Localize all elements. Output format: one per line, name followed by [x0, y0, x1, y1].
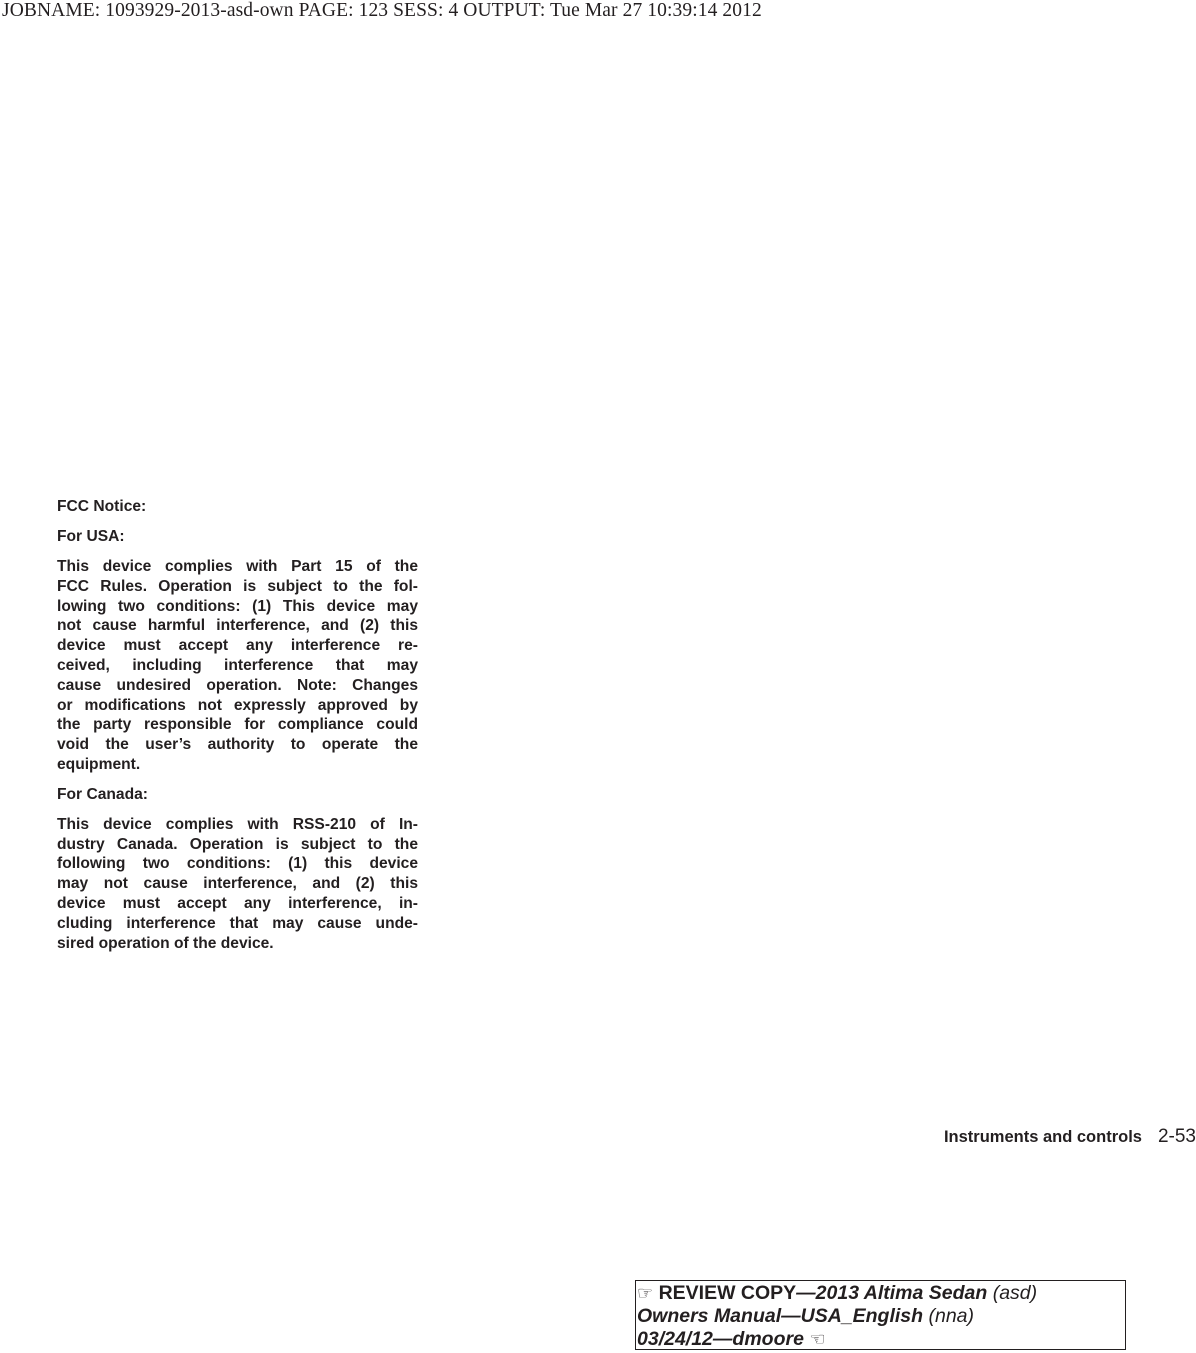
usa-paragraph [57, 557, 418, 775]
canada-paragraph-line: cluding interference that may cause unde- [57, 914, 418, 932]
usa-paragraph-line: the party responsible for compliance could [57, 716, 418, 734]
review-dash-3: — [712, 1328, 733, 1350]
canada-heading: For Canada: [57, 785, 148, 803]
usa-paragraph-line: not cause harmful interference, and (2) this [57, 617, 418, 635]
usa-paragraph-line: This device complies with Part 15 of the [57, 558, 418, 575]
review-copy-box [635, 1280, 1126, 1350]
usa-paragraph-line: cause undesired operation. Note: Changes [57, 676, 418, 694]
page-number: 2-53 [1157, 1126, 1196, 1147]
canada-paragraph-line: following two conditions: (1) this device [57, 855, 418, 873]
usa-paragraph-line: ceived, including interference that may [57, 656, 418, 674]
language-name: USA_English [800, 1305, 924, 1327]
review-line-3 [637, 1328, 1125, 1351]
canada-paragraph-line: dustry Canada. Operation is subject to the [57, 835, 418, 853]
vehicle-name: 2013 Altima Sedan [815, 1282, 988, 1304]
vehicle-code: (asd) [992, 1282, 1038, 1304]
review-dash-1: — [796, 1282, 816, 1304]
fcc-notice-heading: FCC Notice: [57, 498, 147, 515]
canada-paragraph-line: device must accept any interference, in- [57, 894, 418, 912]
section-name: Instruments and controls [943, 1128, 1142, 1146]
canada-paragraph-line: This device complies with RSS-210 of In- [57, 815, 418, 833]
review-dash-2: — [781, 1305, 801, 1327]
usa-paragraph-line: FCC Rules. Operation is subject to the fol- [57, 577, 418, 595]
usa-paragraph-line: void the user’s authority to operate the [57, 736, 418, 754]
review-line-1 [637, 1282, 1125, 1305]
language-code: (nna) [928, 1305, 975, 1327]
review-author: dmoore [732, 1328, 804, 1350]
manual-name: Owners Manual [637, 1305, 782, 1327]
canada-paragraph [57, 815, 418, 954]
page-footer [944, 1126, 1196, 1148]
canada-paragraph-line: sired operation of the device. [57, 934, 274, 952]
job-header-line: JOBNAME: 1093929-2013-asd-own PAGE: 123 SESS: 4 OUTPUT: Tue Mar 27 10:39:14 2012 [2, 0, 762, 21]
pointing-hand-left-icon: ☜ [809, 1329, 826, 1350]
review-label: REVIEW COPY [658, 1282, 797, 1304]
fcc-notice-column [57, 497, 418, 963]
review-date: 03/24/12 [637, 1328, 713, 1350]
usa-paragraph-line: equipment. [57, 755, 141, 773]
usa-paragraph-line: or modifications not expressly approved by [57, 696, 418, 714]
usa-heading: For USA: [57, 528, 125, 545]
review-line-2 [637, 1305, 1125, 1328]
usa-paragraph-line: lowing two conditions: (1) This device may [57, 597, 418, 615]
pointing-hand-right-icon: ☞ [637, 1283, 654, 1304]
usa-paragraph-line: device must accept any interference re- [57, 637, 418, 655]
canada-paragraph-line: may not cause interference, and (2) this [57, 875, 418, 893]
